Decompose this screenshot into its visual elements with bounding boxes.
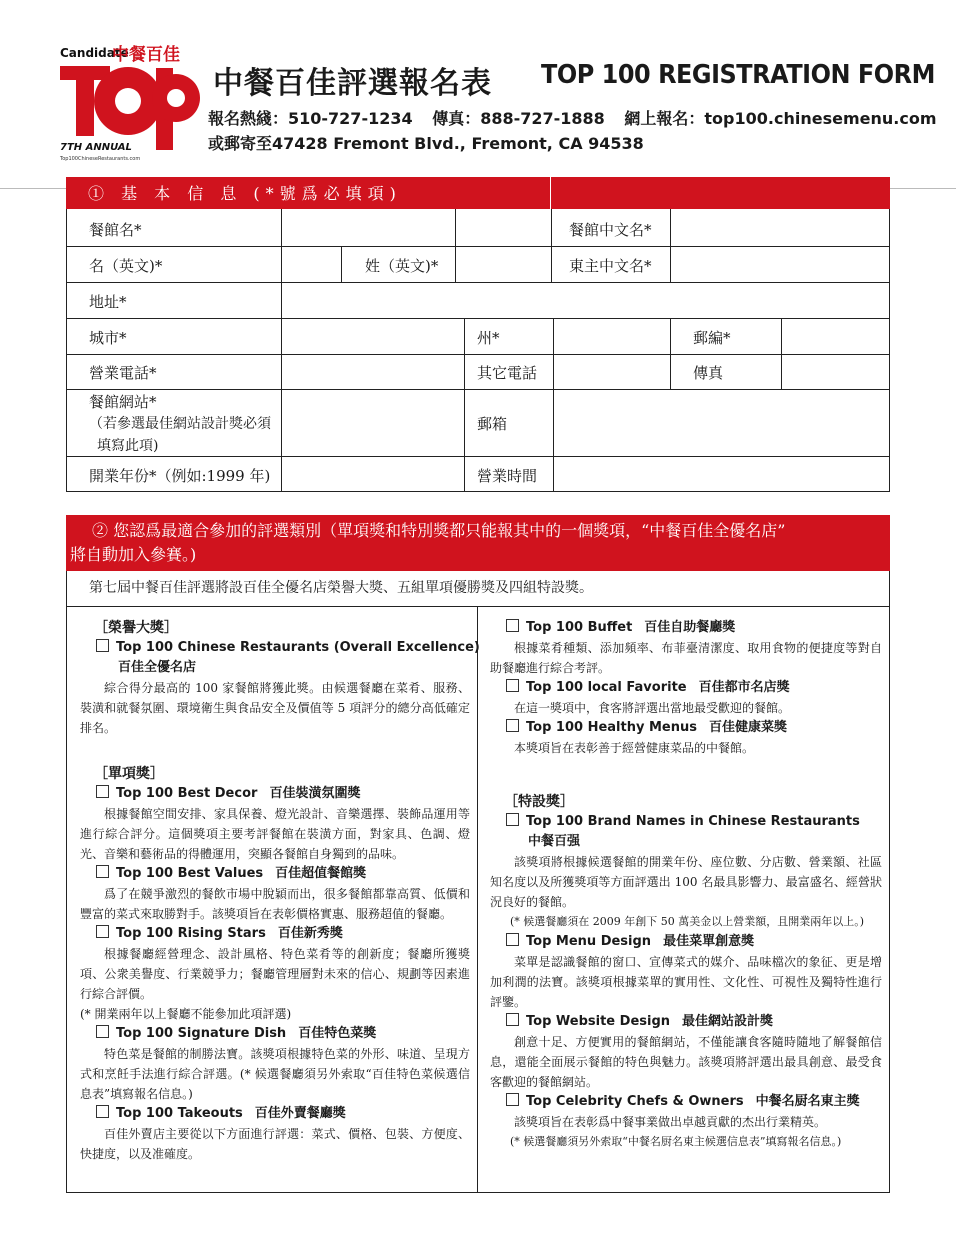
checkbox-website[interactable] (506, 1013, 519, 1026)
award-en: Top 100 Healthy Menus (526, 720, 697, 735)
award-desc: 百佳外賣店主要從以下方面進行評選：菜式、價格、包裝、方便度、快捷度，以及准確度。 (80, 1127, 470, 1161)
award-brand[interactable] (506, 812, 882, 832)
award-zh: 百佳外賣餐廳獎 (254, 1106, 346, 1121)
row-divider (67, 318, 889, 319)
section2-title (70, 519, 888, 567)
col-divider (553, 318, 554, 492)
phone-label: 營業電話* (89, 364, 157, 382)
section2-title-line2: 將自動加入參賽。) (70, 545, 197, 564)
award-desc: 該獎項將根據候選餐館的開業年份、座位數、分店數、營業額、社區知名度以及所獲獎項等方面評選出 100 名最具影響力、最富盛名、經營狀況良好的餐館。 (490, 855, 882, 909)
checkbox-healthy[interactable] (506, 719, 519, 732)
top100-logo (52, 40, 202, 165)
award-zh: 百佳自助餐廳獎 (644, 620, 736, 635)
award-takeouts[interactable] (96, 1104, 470, 1124)
state-label: 州* (477, 329, 500, 347)
logo-candidate-text: Candidate (60, 46, 129, 60)
single-award-heading: ［單項獎］ (94, 766, 164, 782)
award-en: Top 100 local Favorite (526, 680, 687, 695)
award-desc: 菜單是認識餐館的窗口、宣傳菜式的媒介、品味檔次的象征、更是增加利潤的法寶。該獎項根據菜單的實用性、文化性、可視性及獨特性進行評鑒。 (490, 955, 882, 1009)
award-desc: 根據餐廳經營理念、設計風格、特色菜肴等的創新度；餐廳所獲獎項、公衆美譽度、行業競爭力；餐廳管理層對未來的信心、規劃等因素進行綜合評價。 (80, 947, 470, 1001)
col-divider (455, 209, 456, 246)
award-buffet[interactable] (506, 618, 882, 638)
col-divider (464, 318, 465, 492)
city-label: 城市* (89, 329, 127, 347)
award-zh: 最佳網站設計獎 (682, 1014, 774, 1029)
checkbox-buffet[interactable] (506, 619, 519, 632)
award-desc: 綜合得分最高的 100 家餐館將獲此獎。由候選餐廳在菜肴、服務、裝潢和就餐氛圍、環境衛生與食品安全及價值等 5 項評分的總分高低確定排名。 (80, 681, 470, 735)
owner-name-zh-label: 東主中文名* (569, 257, 652, 275)
award-zh: 中餐百强 (528, 834, 581, 849)
row-divider (67, 246, 889, 247)
award-en: Top 100 Brand Names in Chinese Restaurants (526, 814, 860, 829)
categories-left-column (80, 618, 480, 1164)
contact-line (208, 106, 951, 129)
award-rising[interactable] (96, 924, 470, 944)
section1-band-divider (550, 177, 551, 209)
col-divider (455, 246, 456, 282)
phone-text: 報名熱綫：510-727-1234 (208, 109, 413, 128)
restaurant-name-label: 餐館名* (89, 221, 142, 239)
award-zh: 最佳菜單創意獎 (663, 934, 755, 949)
award-en: Top 100 Signature Dish (116, 1026, 287, 1041)
award-en: Top 100 Rising Stars (116, 926, 266, 941)
online-text[interactable]: 網上報名：top100.chinesemenu.com (624, 109, 937, 128)
award-en: Top 100 Takeouts (116, 1106, 243, 1121)
checkbox-rising[interactable] (96, 925, 109, 938)
award-desc: 爲了在競爭激烈的餐飲市場中脫穎而出，很多餐館都靠高質、低價和豐富的菜式來取勝對手。該獎項旨在表彰價格實惠、服務超值的餐廳。 (80, 887, 470, 921)
award-local[interactable] (506, 678, 882, 698)
award-note: (* 開業兩年以上餐廳不能參加此項評選) (80, 1007, 292, 1021)
checkbox-values[interactable] (96, 865, 109, 878)
award-zh: 中餐名厨名東主獎 (755, 1094, 860, 1109)
award-zh: 百佳超值餐館獎 (275, 866, 367, 881)
row-divider (67, 456, 889, 457)
categories-intro: 第七屆中餐百佳評選將設百佳全優名店榮譽大獎、五組單項優勝獎及四組特設獎。 (89, 580, 593, 596)
logo-script-text: 中餐百佳 (112, 45, 180, 65)
award-desc: 本獎項旨在表彰善于經營健康菜品的中餐館。 (514, 741, 755, 755)
row-divider (67, 389, 889, 390)
section2-title-line1: ② 您認爲最適合參加的評選類別（單項獎和特別獎都只能報其中的一個獎項，“中餐百佳全優名店” (92, 521, 786, 540)
award-decor[interactable] (96, 784, 470, 804)
website-note-1: （若參選最佳網站設計獎必須 (89, 416, 271, 432)
row-divider (67, 354, 889, 355)
award-en: Top Menu Design (526, 934, 652, 949)
award-chefs[interactable] (506, 1092, 882, 1112)
categories-column-divider (477, 606, 478, 1193)
award-zh: 百佳健康菜獎 (708, 720, 787, 735)
award-desc: 創意十足、方便實用的餐館網站，不僅能讓食客隨時隨地了解餐館信息，還能全面展示餐館的特色與魅力。該獎項將評選出最具創意、最受食客歡迎的餐館網站。 (490, 1035, 882, 1089)
zip-label: 郵編* (693, 329, 731, 347)
logo-top-mark (60, 66, 200, 150)
award-zh: 百佳都市名店獎 (698, 680, 790, 695)
logo-annual-text: 7TH ANNUAL (60, 142, 132, 153)
form-title-en: TOP 100 REGISTRATION FORM (541, 60, 935, 90)
checkbox-chefs[interactable] (506, 1093, 519, 1106)
categories-right-column (490, 618, 882, 1152)
checkbox-takeouts[interactable] (96, 1105, 109, 1118)
col-divider (670, 209, 671, 282)
fax-text: 傳真：888-727-1888 (432, 109, 605, 128)
hours-label: 營業時間 (477, 467, 538, 485)
award-website[interactable] (506, 1012, 882, 1032)
award-healthy[interactable] (506, 718, 882, 738)
logo-site-text: Top100ChineseRestaurants.com (60, 156, 141, 162)
website-label: 餐館網站* (89, 393, 157, 411)
col-divider (781, 318, 782, 389)
fax-label: 傳真 (693, 364, 724, 382)
col-divider (670, 318, 671, 389)
award-en: Top 100 Chinese Restaurants (Overall Excellence) (116, 640, 480, 655)
award-desc: 根據菜肴種類、添加頻率、布菲臺清潔度、取用食物的便捷度等對自助餐廳進行綜合考評。 (490, 641, 882, 675)
award-zh: 百佳全優名店 (118, 660, 197, 675)
other-phone-label: 其它電話 (477, 364, 538, 382)
award-signature[interactable] (96, 1024, 470, 1044)
col-divider (281, 209, 282, 492)
basic-info-table (66, 209, 890, 492)
categories-divider (66, 606, 890, 607)
award-desc: 特色菜是餐館的制勝法寶。該獎項根據特色菜的外形、味道、呈現方式和烹飪手法進行綜合評選。(* 候選餐廳須另外索取“百佳特色菜候選信息表”填寫報名信息。) (80, 1047, 470, 1101)
special-award-heading: ［特設獎］ (504, 794, 574, 810)
award-en: Top 100 Buffet (526, 620, 633, 635)
section1-title: ① 基 本 信 息 (*號爲必填項) (88, 184, 402, 203)
col-divider (551, 209, 552, 282)
award-desc: 該獎項旨在表彰爲中餐事業做出卓越貢獻的杰出行業精英。 (514, 1115, 827, 1129)
address-label: 地址* (89, 293, 127, 311)
form-title-zh: 中餐百佳評選報名表 (213, 66, 492, 101)
award-note: (* 候選餐廳須另外索取“中餐名厨名東主候選信息表”填寫報名信息。) (510, 1135, 842, 1148)
checkbox-brand[interactable] (506, 813, 519, 826)
award-zh: 百佳裝潢氛圍獎 (269, 786, 361, 801)
restaurant-name-zh-label: 餐館中文名* (569, 221, 652, 239)
award-desc: 在這一獎項中，食客將評選出當地最受歡迎的餐館。 (514, 701, 791, 715)
award-zh: 百佳新秀獎 (277, 926, 343, 941)
checkbox-decor[interactable] (96, 785, 109, 798)
award-note: (* 候選餐廳須在 2009 年創下 50 萬美金以上營業額，且開業兩年以上。) (510, 915, 865, 928)
award-menu[interactable] (506, 932, 882, 952)
year-opened-label: 開業年份*（例如:1999 年) (89, 467, 271, 485)
last-name-label: 姓（英文)* (365, 257, 439, 275)
award-overall[interactable] (96, 638, 480, 658)
honor-award-heading: ［榮譽大獎］ (94, 620, 178, 636)
checkbox-menu[interactable] (506, 933, 519, 946)
checkbox-local[interactable] (506, 679, 519, 692)
award-zh: 百佳特色菜獎 (298, 1026, 377, 1041)
award-values[interactable] (96, 864, 470, 884)
award-en: Top 100 Best Decor (116, 786, 258, 801)
col-divider (341, 246, 342, 282)
email-label: 郵箱 (477, 415, 508, 433)
award-desc: 根據餐館空間安排、家具保養、燈光設計、音樂選擇、裝飾品運用等進行綜合評分。這個獎項主要考評餐館在裝潢方面，對家具、色調、燈光、音樂和藝術品的得體運用，突顯各餐館自身獨到的品味。 (80, 807, 470, 861)
award-en: Top Website Design (526, 1014, 671, 1029)
checkbox-overall[interactable] (96, 639, 109, 652)
row-divider (67, 282, 889, 283)
first-name-label: 名（英文)* (89, 257, 163, 275)
checkbox-signature[interactable] (96, 1025, 109, 1038)
website-note-2: 填寫此項) (97, 438, 159, 454)
mail-line: 或郵寄至47428 Fremont Blvd., Fremont, CA 94538 (208, 134, 644, 153)
award-en: Top 100 Best Values (116, 866, 264, 881)
award-en: Top Celebrity Chefs & Owners (526, 1094, 744, 1109)
